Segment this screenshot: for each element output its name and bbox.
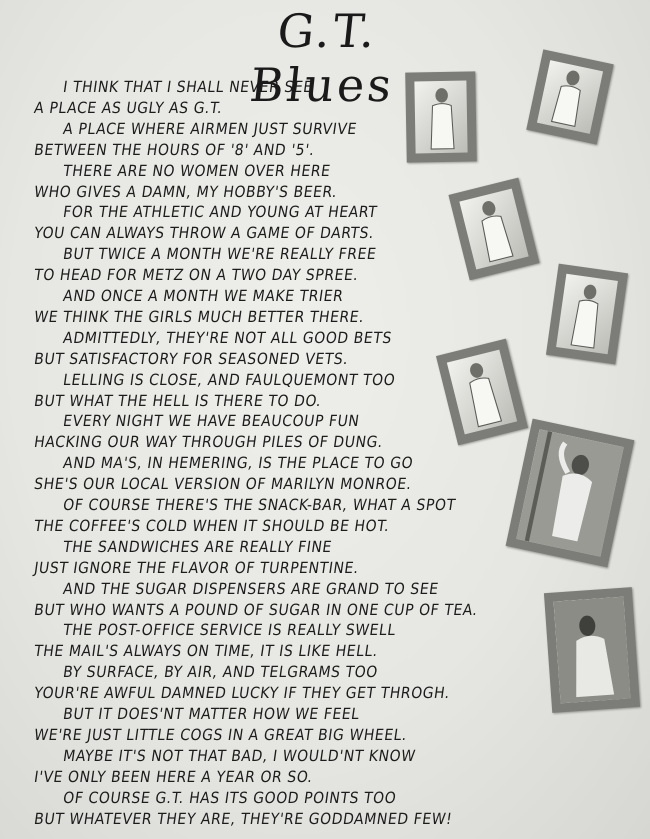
poem-line: THE MAIL'S ALWAYS ON TIME, IT IS LIKE HELL. <box>33 642 380 661</box>
poem-line: BUT SATISFACTORY FOR SEASONED VETS. <box>33 349 350 368</box>
poem-line: THE SANDWICHES ARE REALLY FINE <box>62 537 334 556</box>
poem-line: BUT TWICE A MONTH WE'RE REALLY FREE <box>62 245 378 264</box>
poem-line: YOU CAN ALWAYS THROW A GAME OF DARTS. <box>33 224 376 243</box>
pinup-photo-2 <box>526 49 613 144</box>
poem-line: THE POST-OFFICE SERVICE IS REALLY SWELL <box>62 621 398 640</box>
poem-line: I'VE ONLY BEEN HERE A YEAR OR SO. <box>33 767 315 786</box>
pinup-photo-4 <box>546 264 628 365</box>
poem-line: AND ONCE A MONTH WE MAKE TRIER <box>62 287 345 305</box>
poem-line: AND MA'S, IN HEMERING, IS THE PLACE TO GO <box>62 454 415 473</box>
poem-line: EVERY NIGHT WE HAVE BEAUCOUP FUN <box>62 412 361 431</box>
poem-line: OF COURSE G.T. HAS ITS GOOD POINTS TOO <box>62 788 398 807</box>
pinup-photo-3 <box>448 178 539 281</box>
poem-line: THE COFFEE'S COLD WHEN IT SHOULD BE HOT. <box>33 516 391 535</box>
poem-line: FOR THE ATHLETIC AND YOUNG AT HEART <box>62 203 379 222</box>
pinup-photo-5 <box>436 339 528 446</box>
poem-line: HACKING OUR WAY THROUGH PILES OF DUNG. <box>33 433 385 452</box>
poem-line: WE THINK THE GIRLS MUCH BETTER THERE. <box>33 307 366 326</box>
poem-line: SHE'S OUR LOCAL VERSION OF MARILYN MONROE. <box>33 475 413 494</box>
pinup-photo-7 <box>544 587 640 713</box>
poem-line: OF COURSE THERE'S THE SNACK-BAR, WHAT A SPOT <box>62 496 457 514</box>
poem-line: WE'RE JUST LITTLE COGS IN A GREAT BIG WHEEL. <box>33 725 409 744</box>
poem-line: LELLING IS CLOSE, AND FAULQUEMONT TOO <box>62 370 397 389</box>
poem-line: THERE ARE NO WOMEN OVER HERE <box>62 161 332 180</box>
poem-line: BUT IT DOES'NT MATTER HOW WE FEEL <box>62 705 361 723</box>
poem-line: I THINK THAT I SHALL NEVER SEE <box>62 78 315 96</box>
poem-line: A PLACE AS UGLY AS G.T. <box>33 98 224 117</box>
poem-line: YOUR'RE AWFUL DAMNED LUCKY IF THEY GET THROGH. <box>33 684 452 703</box>
poem-line: A PLACE WHERE AIRMEN JUST SURVIVE <box>62 119 359 138</box>
poem-line: BUT WHAT THE HELL IS THERE TO DO. <box>33 391 323 410</box>
poem-line: BUT WHO WANTS A POUND OF SUGAR IN ONE CUP OF TEA. <box>33 600 479 619</box>
poem-line: WHO GIVES A DAMN, MY HOBBY'S BEER. <box>33 182 339 201</box>
poem-line: MAYBE IT'S NOT THAT BAD, I WOULD'NT KNOW <box>62 746 417 765</box>
poem-line: BETWEEN THE HOURS OF '8' AND '5'. <box>33 140 316 159</box>
poem-line: BUT WHATEVER THEY ARE, THEY'RE GODDAMNED FEW! <box>33 809 454 828</box>
poem-line: TO HEAD FOR METZ ON A TWO DAY SPREE. <box>33 266 360 285</box>
poem-title: G.T. Blues <box>247 4 397 112</box>
poem-line: JUST IGNORE THE FLAVOR OF TURPENTINE. <box>33 558 361 577</box>
poem-line: AND THE SUGAR DISPENSERS ARE GRAND TO SEE <box>62 579 440 598</box>
poem-line: BY SURFACE, BY AIR, AND TELGRAMS TOO <box>62 663 380 682</box>
poem-line: ADMITTEDLY, THEY'RE NOT ALL GOOD BETS <box>62 328 394 347</box>
pinup-photo-6 <box>506 419 635 568</box>
pinup-photo-1 <box>405 71 477 162</box>
